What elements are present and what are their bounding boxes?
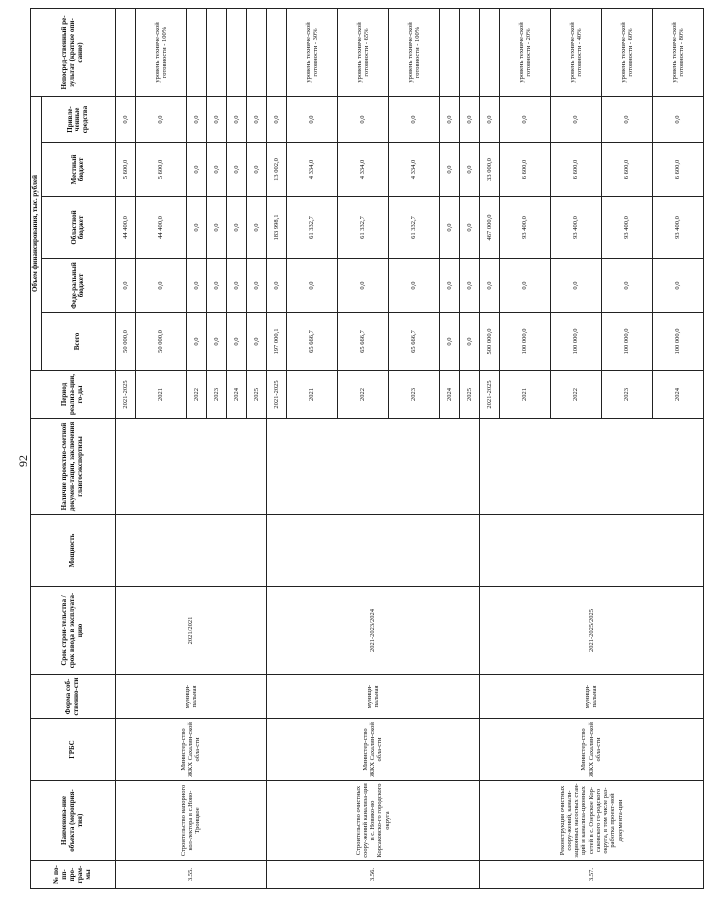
- attracted-cell: 0,0: [601, 97, 652, 143]
- regional-cell: 0,0: [246, 197, 266, 259]
- result-cell: уровень техниче-ской готовности - 30%: [286, 9, 337, 97]
- table-header: [31, 9, 116, 889]
- local-cell: 33 000,0: [479, 143, 499, 197]
- object-name: Реконструкция очистных соору-жений, канали-зационных насосных стан-ций и канализа-ционных сетей в с. Озерское Кор-саковского го-родского округа, в том числе раз-работка проект-ной документа-ции: [479, 781, 703, 861]
- total-cell: 65 666,7: [286, 313, 337, 371]
- total-cell: 0,0: [226, 313, 246, 371]
- page-number: 92: [16, 455, 30, 467]
- ownership-cell: муници-пальная: [115, 675, 266, 719]
- total-cell: 0,0: [186, 313, 206, 371]
- regional-cell: 183 998,1: [266, 197, 286, 259]
- total-cell: 0,0: [439, 313, 459, 371]
- col-grbs: ГРБС: [31, 719, 116, 781]
- grbs-cell: Министер-ство ЖКХ Сахалин-ской обла-сти: [266, 719, 479, 781]
- federal-cell: 0,0: [439, 259, 459, 313]
- local-cell: 0,0: [186, 143, 206, 197]
- period-cell: 2021-2025: [266, 371, 286, 419]
- federal-cell: 0,0: [246, 259, 266, 313]
- total-cell: 0,0: [206, 313, 226, 371]
- table-row: [266, 9, 286, 889]
- regional-cell: 0,0: [186, 197, 206, 259]
- col-capacity: Мощность: [31, 515, 116, 587]
- col-attracted: Привле-ченные средства: [41, 97, 115, 143]
- attracted-cell: 0,0: [246, 97, 266, 143]
- local-cell: 0,0: [226, 143, 246, 197]
- regional-cell: 0,0: [226, 197, 246, 259]
- result-cell: [439, 9, 459, 97]
- regional-cell: 61 332,7: [388, 197, 439, 259]
- object-name: Строительство напорного кол-лектора в с.Ново-Троицкое: [115, 781, 266, 861]
- period-cell: 2021: [499, 371, 550, 419]
- regional-cell: 93 400,0: [601, 197, 652, 259]
- period-cell: 2021: [135, 371, 186, 419]
- result-cell: [186, 9, 206, 97]
- construction-term-cell: 2021/2021: [115, 587, 266, 675]
- attracted-cell: 0,0: [652, 97, 703, 143]
- result-cell: [115, 9, 135, 97]
- attracted-cell: 0,0: [135, 97, 186, 143]
- col-total: Всего: [41, 313, 115, 371]
- grbs-cell: Министер-ство ЖКХ Сахалин-ской обла-сти: [115, 719, 266, 781]
- attracted-cell: 0,0: [550, 97, 601, 143]
- federal-cell: 0,0: [479, 259, 499, 313]
- result-cell: уровень техниче-ской готовности - 100%: [135, 9, 186, 97]
- federal-cell: 0,0: [601, 259, 652, 313]
- local-cell: 5 600,0: [115, 143, 135, 197]
- docs-cell: [115, 419, 266, 515]
- col-regional: Областной бюджет: [41, 197, 115, 259]
- result-cell: [226, 9, 246, 97]
- period-cell: 2024: [226, 371, 246, 419]
- result-cell: [266, 9, 286, 97]
- col-name: Наименова-ние объекта (мероприя-тия): [31, 781, 116, 861]
- col-period: Период реализа-ции, го-ды: [31, 371, 116, 419]
- col-local: Местный бюджет: [41, 143, 115, 197]
- attracted-cell: 0,0: [266, 97, 286, 143]
- regional-cell: 44 400,0: [115, 197, 135, 259]
- col-result: Непосред-ственный ре-зультат (краткое опи-сание): [31, 9, 116, 97]
- federal-cell: 0,0: [388, 259, 439, 313]
- total-cell: 50 000,0: [115, 313, 135, 371]
- federal-cell: 0,0: [550, 259, 601, 313]
- regional-cell: 61 332,7: [337, 197, 388, 259]
- total-cell: 197 000,1: [266, 313, 286, 371]
- financing-table: [30, 8, 704, 889]
- result-cell: [479, 9, 499, 97]
- result-cell: уровень техниче-ской готовности - 20%: [499, 9, 550, 97]
- attracted-cell: 0,0: [286, 97, 337, 143]
- federal-cell: 0,0: [337, 259, 388, 313]
- local-cell: 6 600,0: [499, 143, 550, 197]
- attracted-cell: 0,0: [206, 97, 226, 143]
- local-cell: 0,0: [246, 143, 266, 197]
- ownership-cell: муници-пальная: [479, 675, 703, 719]
- attracted-cell: 0,0: [479, 97, 499, 143]
- col-ownership: Форма соб-ственно-сти: [31, 675, 116, 719]
- total-cell: 0,0: [459, 313, 479, 371]
- capacity-cell: [115, 515, 266, 587]
- period-cell: 2024: [439, 371, 459, 419]
- total-cell: 100 000,0: [550, 313, 601, 371]
- col-construction-term: Срок строи-тельства / срок ввода в эксплуата-цию: [31, 587, 116, 675]
- regional-cell: 44 400,0: [135, 197, 186, 259]
- total-cell: 100 000,0: [652, 313, 703, 371]
- regional-cell: 0,0: [459, 197, 479, 259]
- attracted-cell: 0,0: [388, 97, 439, 143]
- federal-cell: 0,0: [186, 259, 206, 313]
- period-cell: 2021: [286, 371, 337, 419]
- result-cell: уровень техниче-ской готовности - 65%: [337, 9, 388, 97]
- result-cell: уровень техниче-ской готовности - 80%: [652, 9, 703, 97]
- local-cell: 0,0: [439, 143, 459, 197]
- attracted-cell: 0,0: [186, 97, 206, 143]
- capacity-cell: [479, 515, 703, 587]
- capacity-cell: [266, 515, 479, 587]
- period-cell: 2023: [206, 371, 226, 419]
- period-cell: 2022: [337, 371, 388, 419]
- total-cell: 0,0: [246, 313, 266, 371]
- regional-cell: 467 000,0: [479, 197, 499, 259]
- docs-cell: [266, 419, 479, 515]
- construction-term-cell: 2021-2023/2024: [266, 587, 479, 675]
- object-name: Строительство очистных соору-жений канализа-ции в с. Новико-во Корсаковско-го городского округа: [266, 781, 479, 861]
- local-cell: 0,0: [206, 143, 226, 197]
- local-cell: 4 334,0: [337, 143, 388, 197]
- col-funding-group: Объем финансирования, тыс. рублей: [31, 97, 42, 371]
- table-body: [115, 9, 703, 889]
- col-num: № по-пп-про-грам-мы: [31, 861, 116, 889]
- period-cell: 2023: [388, 371, 439, 419]
- attracted-cell: 0,0: [115, 97, 135, 143]
- result-cell: [459, 9, 479, 97]
- regional-cell: 61 332,7: [286, 197, 337, 259]
- regional-cell: 93 400,0: [652, 197, 703, 259]
- attracted-cell: 0,0: [459, 97, 479, 143]
- col-docs: Наличие проектно-сметной докумен-тации, заключения главгосэкспертизы: [31, 419, 116, 515]
- attracted-cell: 0,0: [337, 97, 388, 143]
- local-cell: 4 334,0: [388, 143, 439, 197]
- total-cell: 100 000,0: [499, 313, 550, 371]
- total-cell: 50 000,0: [135, 313, 186, 371]
- period-cell: 2022: [186, 371, 206, 419]
- result-cell: уровень техниче-ской готовности - 100%: [388, 9, 439, 97]
- regional-cell: 0,0: [206, 197, 226, 259]
- federal-cell: 0,0: [499, 259, 550, 313]
- row-number: 3.57.: [479, 861, 703, 889]
- federal-cell: 0,0: [459, 259, 479, 313]
- table-row: [115, 9, 135, 889]
- regional-cell: 93 400,0: [550, 197, 601, 259]
- local-cell: 6 600,0: [601, 143, 652, 197]
- row-number: 3.55.: [115, 861, 266, 889]
- total-cell: 500 000,0: [479, 313, 499, 371]
- result-cell: уровень техниче-ской готовности - 60%: [601, 9, 652, 97]
- attracted-cell: 0,0: [499, 97, 550, 143]
- period-cell: 2021-2025: [479, 371, 499, 419]
- total-cell: 65 666,7: [337, 313, 388, 371]
- period-cell: 2022: [550, 371, 601, 419]
- federal-cell: 0,0: [135, 259, 186, 313]
- attracted-cell: 0,0: [439, 97, 459, 143]
- result-cell: [246, 9, 266, 97]
- col-federal: Феде-ральный бюджет: [41, 259, 115, 313]
- attracted-cell: 0,0: [226, 97, 246, 143]
- period-cell: 2025: [459, 371, 479, 419]
- local-cell: 6 600,0: [550, 143, 601, 197]
- period-cell: 2021-2025: [115, 371, 135, 419]
- regional-cell: 93 400,0: [499, 197, 550, 259]
- federal-cell: 0,0: [206, 259, 226, 313]
- federal-cell: 0,0: [286, 259, 337, 313]
- total-cell: 100 000,0: [601, 313, 652, 371]
- federal-cell: 0,0: [652, 259, 703, 313]
- construction-term-cell: 2021-2025/2025: [479, 587, 703, 675]
- docs-cell: [479, 419, 703, 515]
- federal-cell: 0,0: [226, 259, 246, 313]
- federal-cell: 0,0: [115, 259, 135, 313]
- local-cell: 0,0: [459, 143, 479, 197]
- federal-cell: 0,0: [266, 259, 286, 313]
- period-cell: 2025: [246, 371, 266, 419]
- total-cell: 65 666,7: [388, 313, 439, 371]
- row-number: 3.56.: [266, 861, 479, 889]
- grbs-cell: Министер-ство ЖКХ Сахалин-ской обла-сти: [479, 719, 703, 781]
- result-cell: [206, 9, 226, 97]
- local-cell: 4 334,0: [286, 143, 337, 197]
- result-cell: уровень техниче-ской готовности - 40%: [550, 9, 601, 97]
- local-cell: 6 600,0: [652, 143, 703, 197]
- local-cell: 13 002,0: [266, 143, 286, 197]
- regional-cell: 0,0: [439, 197, 459, 259]
- local-cell: 5 600,0: [135, 143, 186, 197]
- ownership-cell: муници-пальная: [266, 675, 479, 719]
- period-cell: 2024: [652, 371, 703, 419]
- period-cell: 2023: [601, 371, 652, 419]
- table-row: [479, 9, 499, 889]
